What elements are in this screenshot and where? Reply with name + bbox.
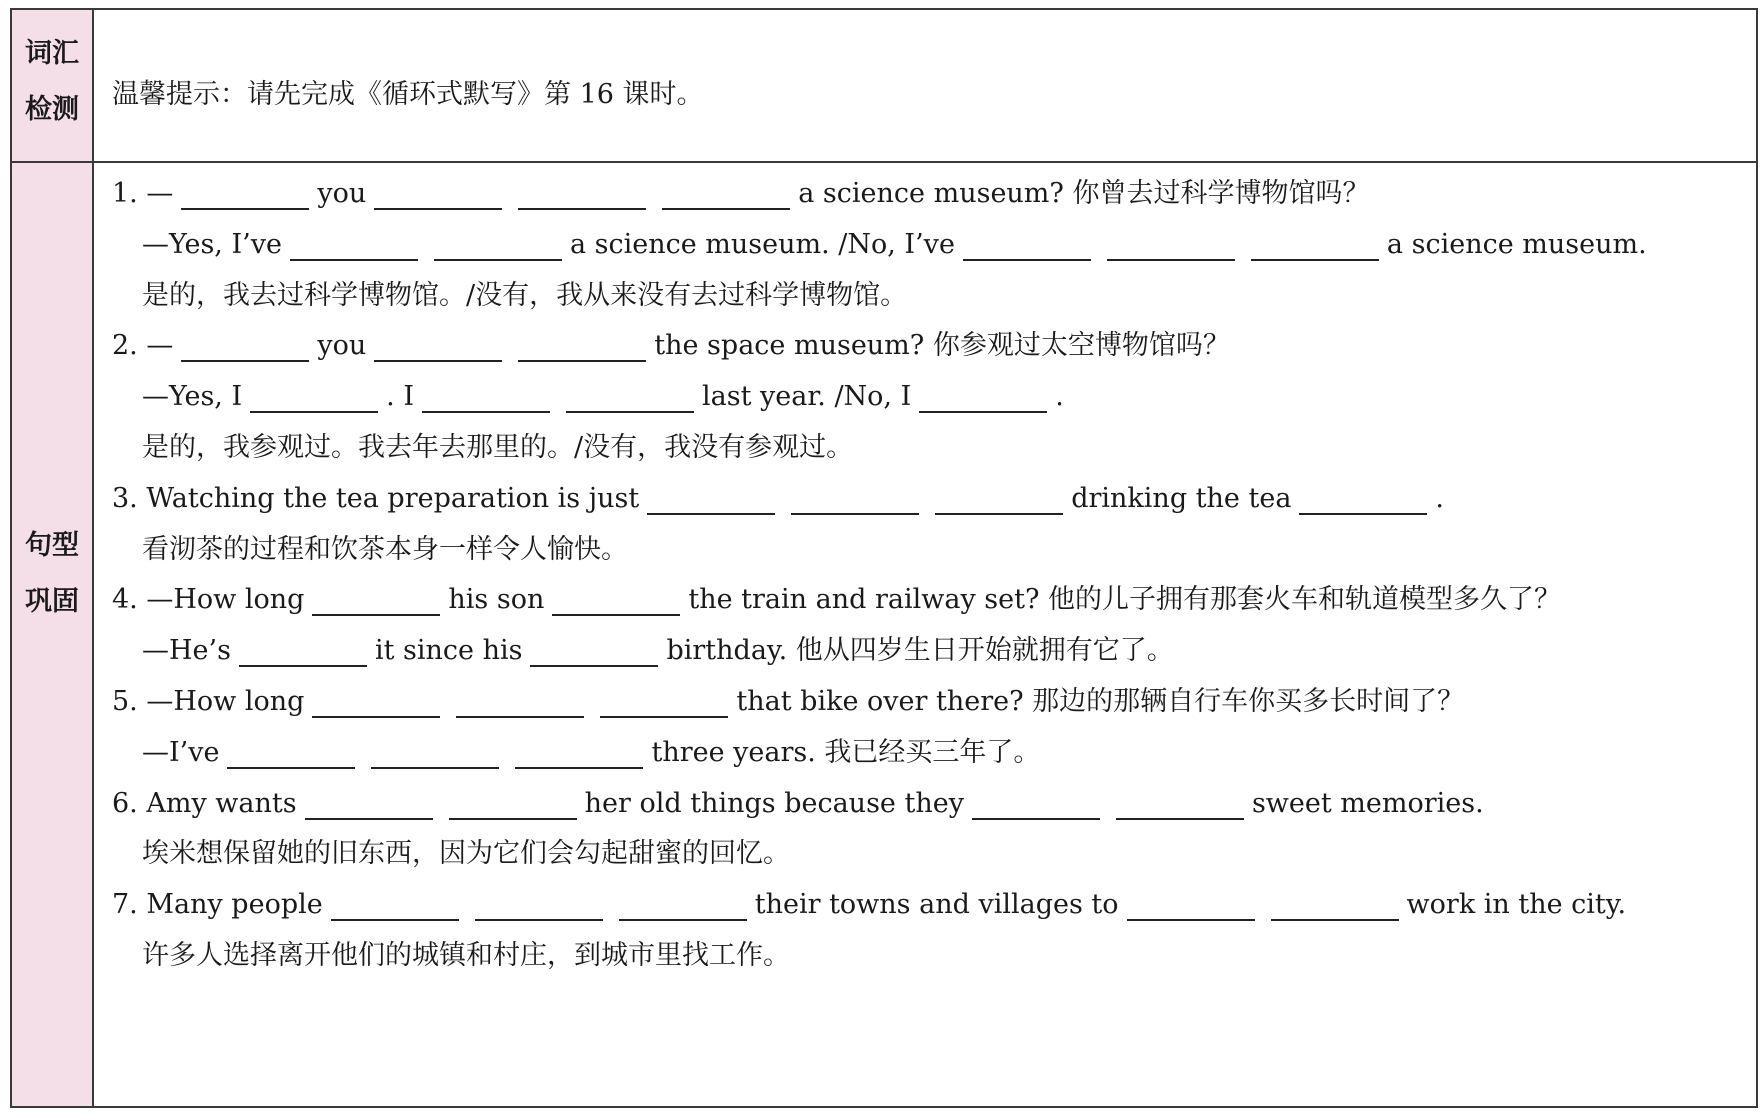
question-text: a science museum. /No, I’ve	[569, 228, 955, 260]
question-text: that bike over there? 那边的那辆自行车你买多长时间了？	[736, 686, 1465, 717]
answer-blank[interactable]	[515, 741, 643, 769]
sentence-label-line-1: 句型	[25, 530, 79, 561]
question-text: 7. Many people	[112, 889, 323, 921]
answer-blank[interactable]	[434, 233, 562, 261]
question-text: 6. Amy wants	[112, 787, 297, 819]
answer-blank[interactable]	[600, 690, 728, 718]
question-3-line-1	[112, 475, 1444, 515]
question-text: work in the city.	[1406, 889, 1627, 921]
answer-blank[interactable]	[1127, 893, 1255, 921]
question-2-line-2	[142, 373, 1064, 413]
answer-blank[interactable]	[374, 182, 502, 210]
question-2-line-3	[142, 424, 853, 464]
answer-blank[interactable]	[290, 233, 418, 261]
question-text: last year. /No, I	[702, 381, 912, 413]
question-text: .	[1435, 482, 1445, 514]
answer-blank[interactable]	[566, 385, 694, 413]
question-5-line-2	[142, 729, 1040, 769]
answer-blank[interactable]	[374, 334, 502, 362]
answer-blank[interactable]	[791, 487, 919, 515]
question-text: you	[317, 330, 367, 362]
answer-blank[interactable]	[518, 334, 646, 362]
answer-blank[interactable]	[647, 487, 775, 515]
answer-blank[interactable]	[475, 893, 603, 921]
question-text: their towns and villages to	[754, 889, 1119, 921]
answer-blank[interactable]	[312, 588, 440, 616]
question-text: .	[1055, 381, 1064, 413]
question-5-line-1	[112, 678, 1464, 718]
question-text: 1. —	[112, 178, 174, 209]
answer-blank[interactable]	[919, 385, 1047, 413]
question-text: a science museum.	[1386, 228, 1647, 260]
question-text: birthday. 他从四岁生日开始就拥有它了。	[666, 635, 1174, 667]
answer-blank[interactable]	[619, 893, 747, 921]
answer-blank[interactable]	[1251, 233, 1379, 261]
question-text: 许多人选择离开他们的城镇和村庄，到城市里找工作。	[142, 940, 790, 971]
answer-blank[interactable]	[239, 639, 367, 667]
answer-blank[interactable]	[963, 233, 1091, 261]
question-text: 埃米想保留她的旧东西，因为它们会勾起甜蜜的回忆。	[142, 838, 790, 870]
question-text: three years. 我已经买三年了。	[651, 736, 1041, 768]
question-text: it since his	[374, 635, 523, 667]
question-6-line-1	[112, 780, 1484, 820]
answer-blank[interactable]	[181, 182, 309, 210]
answer-blank[interactable]	[181, 334, 309, 362]
answer-blank[interactable]	[371, 741, 499, 769]
answer-blank[interactable]	[1107, 233, 1235, 261]
question-text: 是的，我参观过。我去年去那里的。/没有，我没有参观过。	[142, 432, 854, 463]
answer-blank[interactable]	[305, 792, 433, 820]
answer-blank[interactable]	[530, 639, 658, 667]
question-text: the space museum? 你参观过太空博物馆吗？	[654, 330, 1230, 362]
answer-blank[interactable]	[1271, 893, 1399, 921]
sentence-label-line-2: 巩固	[25, 586, 79, 617]
question-text: a science museum? 你曾去过科学博物馆吗？	[798, 178, 1370, 209]
question-text: his son	[448, 584, 545, 616]
vocab-label-line-1: 词汇	[25, 38, 79, 69]
answer-blank[interactable]	[552, 588, 680, 616]
question-text: 3. Watching the tea preparation is just	[112, 482, 640, 514]
answer-blank[interactable]	[518, 182, 646, 210]
question-6-line-2	[142, 830, 790, 870]
question-3-line-2	[142, 526, 628, 566]
answer-blank[interactable]	[1116, 792, 1244, 820]
answer-blank[interactable]	[449, 792, 577, 820]
question-2-line-1	[112, 322, 1230, 362]
question-text: —I’ve	[142, 736, 220, 768]
question-text: 2. —	[112, 330, 174, 362]
question-1-line-3	[142, 272, 907, 312]
answer-blank[interactable]	[972, 792, 1100, 820]
answer-blank[interactable]	[662, 182, 790, 210]
question-text: the train and railway set? 他的儿子拥有那套火车和轨道模型多久了？	[688, 584, 1562, 616]
answer-blank[interactable]	[1299, 487, 1427, 515]
answer-blank[interactable]	[935, 487, 1063, 515]
question-text: . I	[386, 381, 414, 413]
question-list	[12, 10, 1756, 1106]
question-4-line-1	[112, 576, 1561, 616]
question-text: 5. —How long	[112, 686, 305, 717]
worksheet-frame	[10, 8, 1758, 1108]
question-text: —Yes, I	[142, 381, 243, 413]
tip-text: 温馨提示：请先完成《循环式默写》第 16 课时。	[112, 79, 704, 110]
question-text: —He’s	[142, 635, 231, 667]
question-1-line-1	[112, 170, 1369, 210]
question-text: —Yes, I’ve	[142, 228, 282, 260]
question-1-line-2	[142, 221, 1647, 261]
question-text: 看沏茶的过程和饮茶本身一样令人愉快。	[142, 533, 628, 565]
question-7-line-2	[142, 932, 790, 972]
answer-blank[interactable]	[227, 741, 355, 769]
answer-blank[interactable]	[312, 690, 440, 718]
question-text: sweet memories.	[1251, 787, 1484, 819]
question-text: drinking the tea	[1071, 482, 1292, 514]
answer-blank[interactable]	[456, 690, 584, 718]
question-text: her old things because they	[584, 787, 964, 819]
question-text: 4. —How long	[112, 584, 305, 616]
question-7-line-1	[112, 881, 1626, 921]
answer-blank[interactable]	[331, 893, 459, 921]
vocab-label-line-2: 检测	[25, 94, 79, 125]
question-4-line-2	[142, 627, 1174, 667]
answer-blank[interactable]	[422, 385, 550, 413]
question-text: you	[317, 178, 367, 209]
question-text: 是的，我去过科学博物馆。/没有，我从来没有去过科学博物馆。	[142, 279, 908, 311]
answer-blank[interactable]	[250, 385, 378, 413]
